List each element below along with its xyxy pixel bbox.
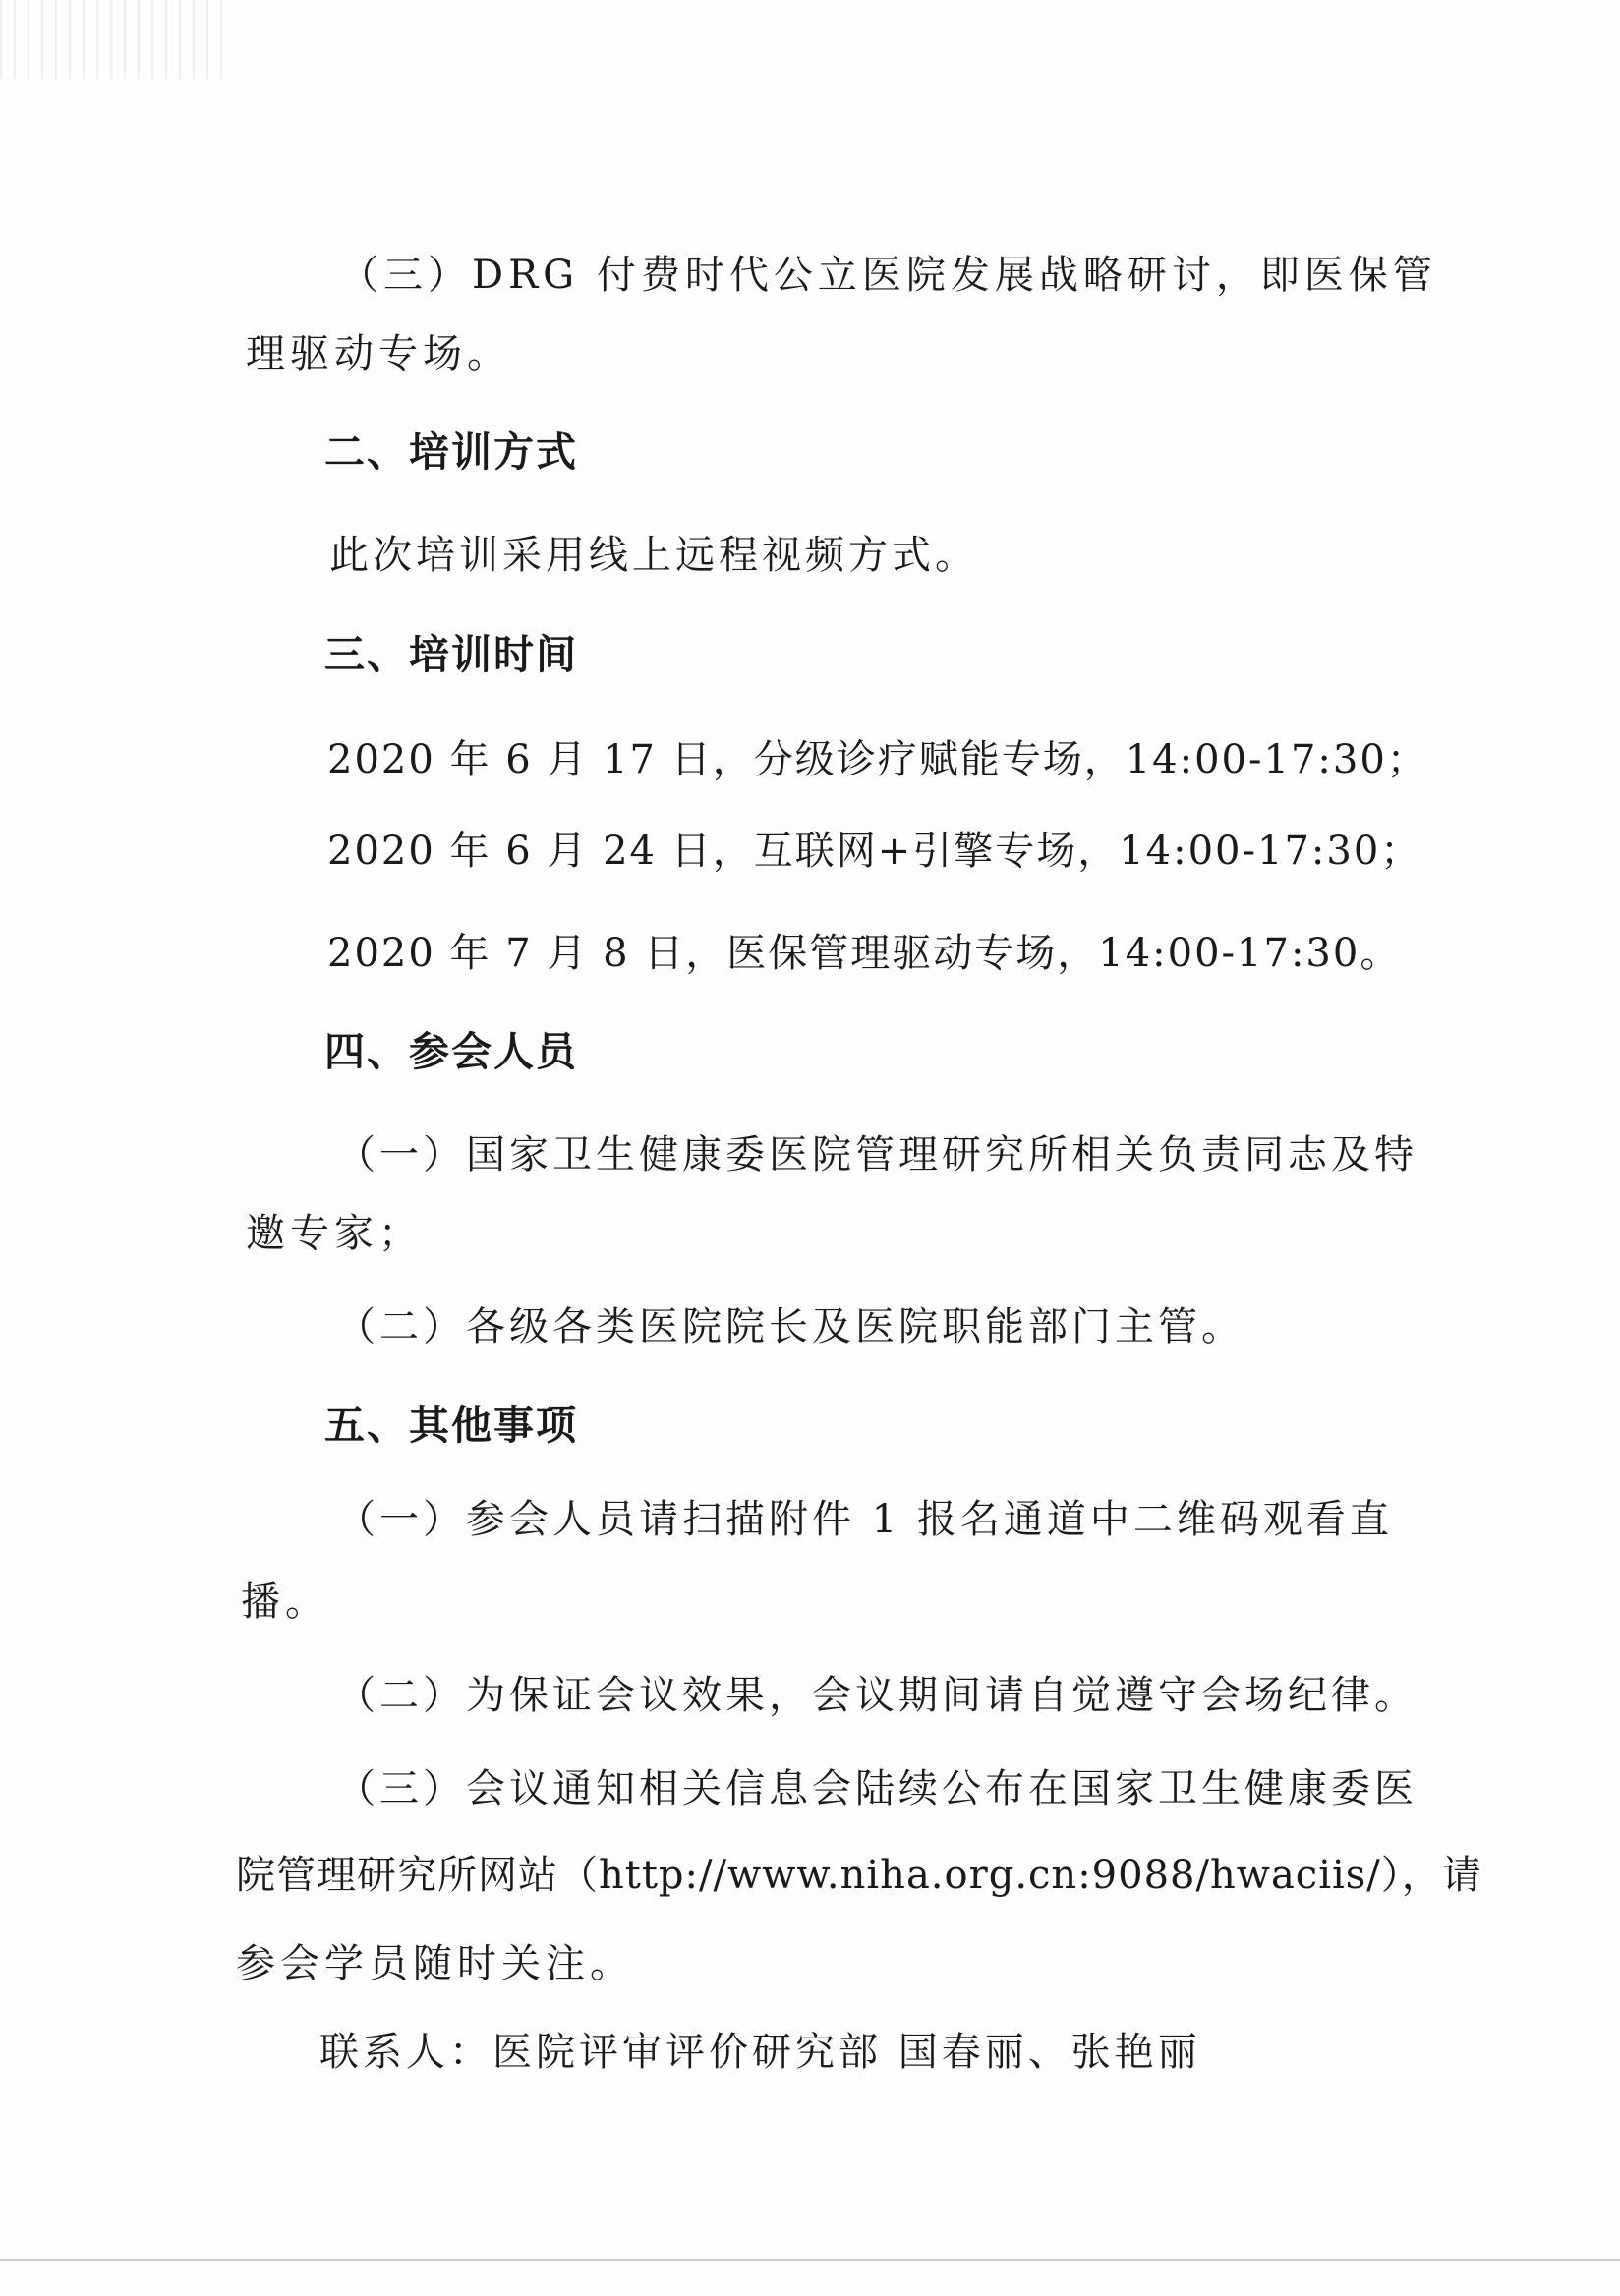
other-item-3-cont: 院管理研究所网站（http://www.niha.org.cn:9088/hwaciis/），请	[236, 1853, 1482, 1898]
heading-other-matters: 五、其他事项	[324, 1402, 578, 1449]
attendee-item-2: （二）各级各类医院院长及医院职能部门主管。	[336, 1304, 1244, 1349]
heading-attendees: 四、参会人员	[324, 1028, 578, 1075]
heading-training-time: 三、培训时间	[324, 631, 578, 678]
other-item-1-cont: 播。	[241, 1579, 329, 1625]
section-item-3-text-cont: 理驱动专场。	[246, 331, 511, 376]
other-item-2: （二）为保证会议效果，会议期间请自觉遵守会场纪律。	[336, 1673, 1418, 1718]
schedule-item: 2020 年 6 月 24 日，互联网+引擎专场，14:00-17:30；	[327, 829, 1422, 874]
scan-bottom-edge	[0, 2259, 1620, 2261]
attendee-item-1: （一）国家卫生健康委医院管理研究所相关负责同志及特	[336, 1132, 1418, 1177]
other-item-1: （一）参会人员请扫描附件 1 报名通道中二维码观看直	[336, 1497, 1393, 1542]
contact-person: 联系人：医院评审评价研究部 国春丽、张艳丽	[319, 2030, 1201, 2075]
other-item-3: （三）会议通知相关信息会陆续公布在国家卫生健康委医	[336, 1766, 1418, 1811]
heading-training-method: 二、培训方式	[324, 429, 578, 476]
section-item-3-text: （三）DRG 付费时代公立医院发展战略研讨，即医保管	[339, 253, 1437, 298]
other-item-3-cont: 参会学员随时关注。	[236, 1941, 634, 1986]
training-method-text: 此次培训采用线上远程视频方式。	[329, 533, 978, 578]
schedule-item: 2020 年 7 月 8 日，医保管理驱动专场，14:00-17:30。	[327, 931, 1402, 976]
scan-artifact	[0, 0, 226, 79]
attendee-item-1-cont: 邀专家；	[246, 1211, 423, 1256]
schedule-item: 2020 年 6 月 17 日，分级诊疗赋能专场，14:00-17:30；	[327, 737, 1428, 782]
